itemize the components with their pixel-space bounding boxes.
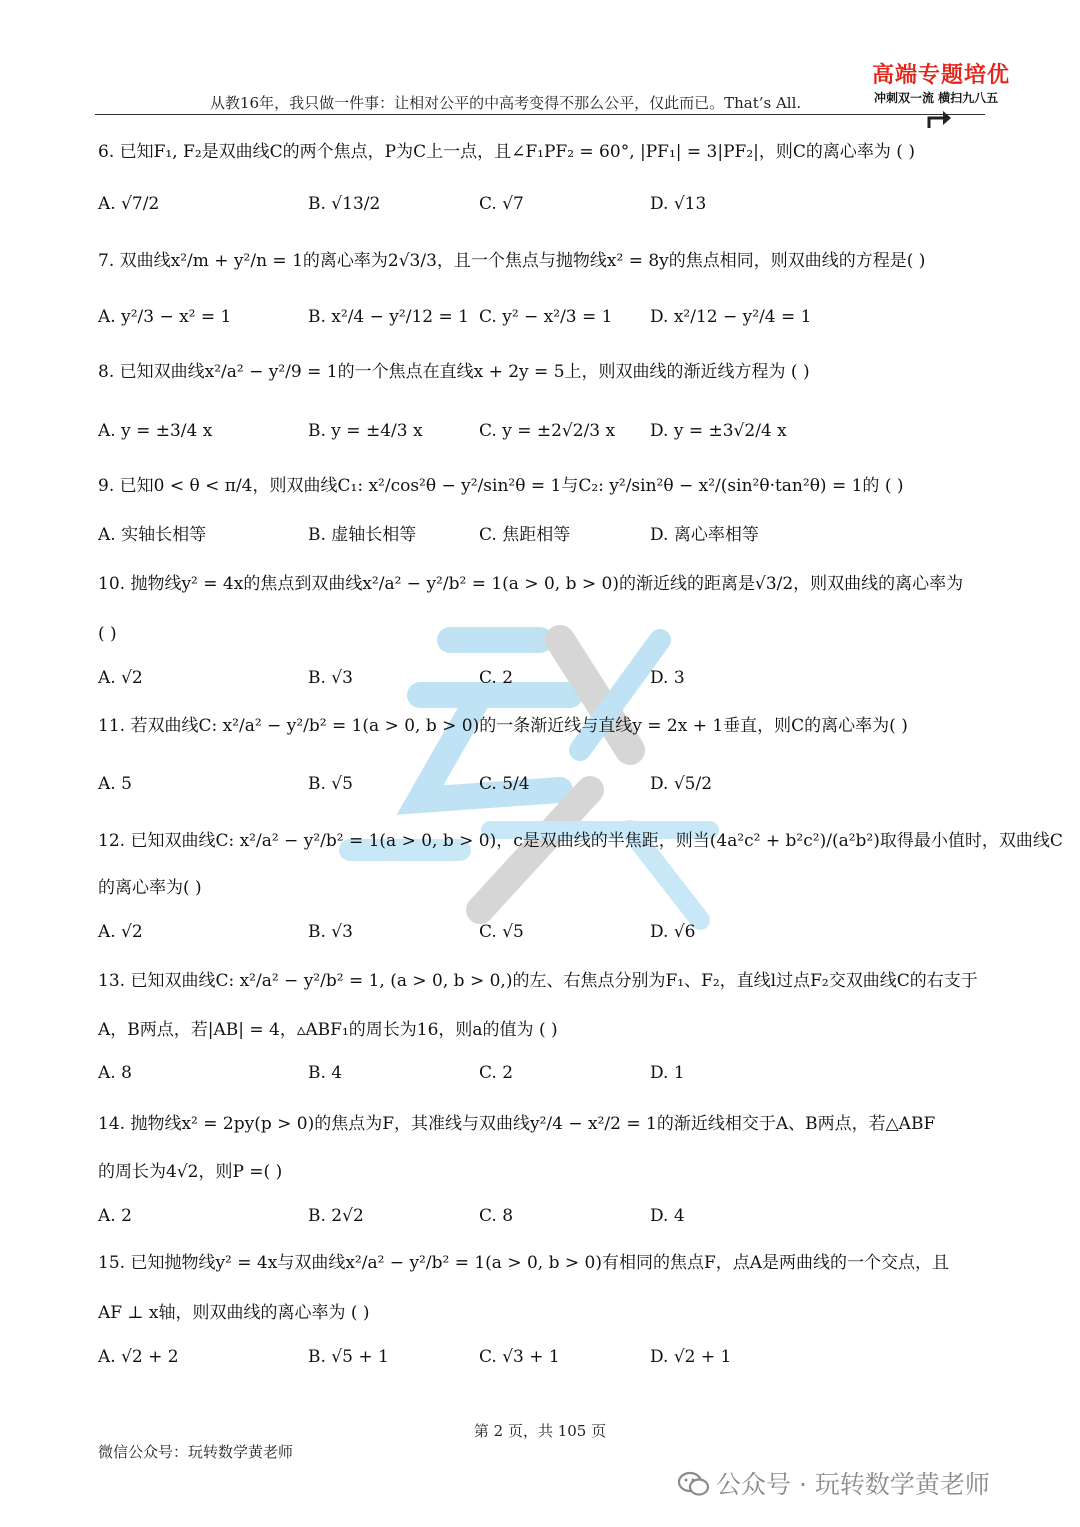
- question-7-option-c: C. y² − x²/3 = 1: [479, 307, 613, 327]
- question-13-stem: 13. 已知双曲线C: x²/a² − y²/b² = 1, (a > 0, b > 0,)的左、右焦点分别为F₁、F₂，直线l过点F₂交双曲线C的右支于: [98, 971, 978, 991]
- page-number: 第 2 页，共 105 页: [473, 1422, 607, 1440]
- question-9-option-b: B. 虚轴长相等: [308, 525, 417, 545]
- question-15-option-b: B. √5 + 1: [308, 1347, 389, 1367]
- question-6-option-a: A. √7/2: [98, 194, 160, 214]
- question-7-option-a: A. y²/3 − x² = 1: [98, 307, 232, 327]
- question-14-option-c: C. 8: [479, 1206, 514, 1226]
- question-14-option-d: D. 4: [650, 1206, 685, 1226]
- header-motto: 从教16年，我只做一件事：让相对公平的中高考变得不那么公平，仅此而已。That’s All.: [210, 94, 802, 112]
- question-12-stem: 12. 已知双曲线C: x²/a² − y²/b² = 1(a > 0, b > 0)，c是双曲线的半焦距，则当(4a²c² + b²c²)/(a²b²)取得最小值时，双曲线C: [98, 831, 1063, 851]
- question-12-stem-cont: 的离心率为( ): [98, 878, 202, 898]
- question-13-option-a: A. 8: [98, 1063, 132, 1083]
- question-13-option-c: C. 2: [479, 1063, 514, 1083]
- question-12-option-c: C. √5: [479, 922, 524, 942]
- question-8-option-d: D. y = ±3√2/4 x: [650, 421, 787, 441]
- watermark-logo: [330, 600, 750, 940]
- question-15-option-c: C. √3 + 1: [479, 1347, 560, 1367]
- question-15-option-d: D. √2 + 1: [650, 1347, 732, 1367]
- question-7-option-d: D. x²/12 − y²/4 = 1: [650, 307, 812, 327]
- question-9-stem: 9. 已知0 < θ < π/4，则双曲线C₁: x²/cos²θ − y²/sin²θ = 1与C₂: y²/sin²θ − x²/(sin²θ·tan²θ) = 1的 ( ): [98, 476, 904, 496]
- question-8-option-a: A. y = ±3/4 x: [98, 421, 213, 441]
- question-6-option-c: C. √7: [479, 194, 524, 214]
- question-7-stem: 7. 双曲线x²/m + y²/n = 1的离心率为2√3/3，且一个焦点与抛物线x² = 8y的焦点相同，则双曲线的方程是( ): [98, 251, 926, 271]
- question-14-option-a: A. 2: [98, 1206, 132, 1226]
- question-12-option-a: A. √2: [98, 922, 143, 942]
- question-6-option-d: D. √13: [650, 194, 707, 214]
- question-10-option-d: D. 3: [650, 668, 685, 688]
- question-8-option-b: B. y = ±4/3 x: [308, 421, 423, 441]
- footer-brand: [678, 1465, 990, 1501]
- header-divider: [95, 114, 985, 115]
- question-13-option-b: B. 4: [308, 1063, 343, 1083]
- question-12-option-b: B. √3: [308, 922, 353, 942]
- question-8-option-c: C. y = ±2√2/3 x: [479, 421, 616, 441]
- question-11-option-b: B. √5: [308, 774, 353, 794]
- question-14-option-b: B. 2√2: [308, 1206, 364, 1226]
- brand-subtitle: 冲刺双一流 横扫九八五: [874, 91, 999, 105]
- question-8-stem: 8. 已知双曲线x²/a² − y²/9 = 1的一个焦点在直线x + 2y = 5上，则双曲线的渐近线方程为 ( ): [98, 362, 810, 382]
- question-15-stem-cont: AF ⊥ x轴，则双曲线的离心率为 ( ): [98, 1303, 370, 1323]
- question-13-stem-cont: A，B两点，若|AB| = 4，▵ABF₁的周长为16，则a的值为 ( ): [98, 1020, 558, 1040]
- question-10-stem-cont: ( ): [98, 624, 117, 644]
- question-10-option-c: C. 2: [479, 668, 514, 688]
- question-9-option-a: A. 实轴长相等: [98, 525, 207, 545]
- question-9-option-c: C. 焦距相等: [479, 525, 571, 545]
- question-11-stem: 11. 若双曲线C: x²/a² − y²/b² = 1(a > 0, b > 0)的一条渐近线与直线y = 2x + 1垂直，则C的离心率为( ): [98, 716, 908, 736]
- question-10-option-b: B. √3: [308, 668, 353, 688]
- question-10-stem: 10. 抛物线y² = 4x的焦点到双曲线x²/a² − y²/b² = 1(a > 0, b > 0)的渐近线的距离是√3/2，则双曲线的离心率为: [98, 574, 964, 594]
- question-11-option-d: D. √5/2: [650, 774, 713, 794]
- question-14-stem: 14. 抛物线x² = 2py(p > 0)的焦点为F，其准线与双曲线y²/4 − x²/2 = 1的渐近线相交于A、B两点，若△ABF: [98, 1114, 936, 1134]
- question-10-option-a: A. √2: [98, 668, 143, 688]
- question-9-option-d: D. 离心率相等: [650, 525, 759, 545]
- question-11-option-a: A. 5: [98, 774, 132, 794]
- brand-title: 高端专题培优: [872, 63, 1011, 88]
- question-15-stem: 15. 已知抛物线y² = 4x与双曲线x²/a² − y²/b² = 1(a > 0, b > 0)有相同的焦点F，点A是两曲线的一个交点，且: [98, 1253, 950, 1273]
- question-6-stem: 6. 已知F₁, F₂是双曲线C的两个焦点，P为C上一点，且∠F₁PF₂ = 60°, |PF₁| = 3|PF₂|，则C的离心率为 ( ): [98, 142, 915, 162]
- question-7-option-b: B. x²/4 − y²/12 = 1: [308, 307, 469, 327]
- footer-brand-text: 公众号 · 玩转数学黄老师: [716, 1470, 990, 1499]
- question-6-option-b: B. √13/2: [308, 194, 381, 214]
- question-12-option-d: D. √6: [650, 922, 696, 942]
- wechat-label: 微信公众号：玩转数学黄老师: [98, 1443, 294, 1461]
- question-11-option-c: C. 5/4: [479, 774, 530, 794]
- question-15-option-a: A. √2 + 2: [98, 1347, 179, 1367]
- question-14-stem-cont: 的周长为4√2，则P =( ): [98, 1162, 283, 1182]
- question-13-option-d: D. 1: [650, 1063, 685, 1083]
- turn-arrow-icon: [925, 106, 955, 130]
- wechat-icon: [678, 1471, 710, 1497]
